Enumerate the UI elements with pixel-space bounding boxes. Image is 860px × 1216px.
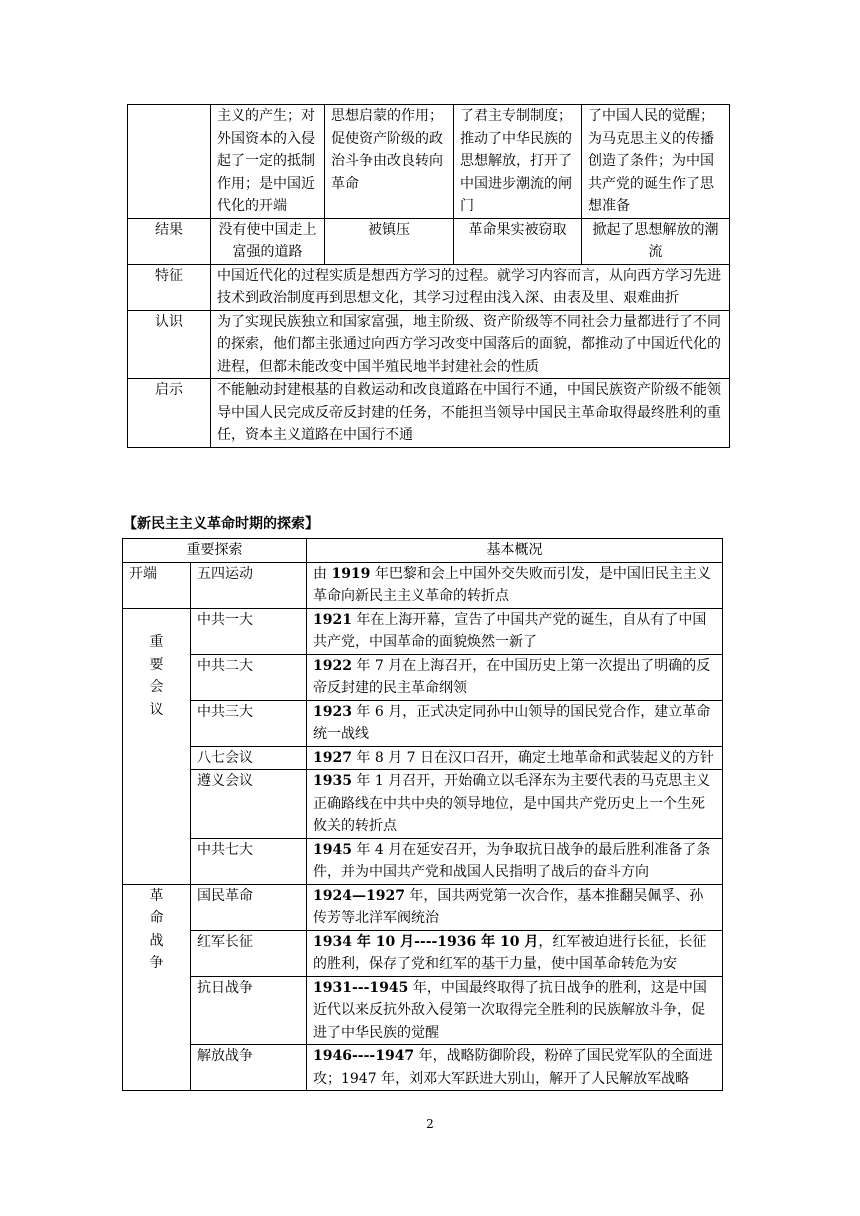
comparison-table-continued (127, 104, 730, 448)
desc-year: 1931---1945 (313, 979, 409, 996)
table-row (123, 838, 723, 884)
desc-year: 1935 (313, 773, 352, 789)
item-desc (307, 700, 723, 746)
item-name: 遵义会议 (191, 770, 307, 839)
table-cell: 没有使中国走上富强的道路 (211, 218, 325, 264)
desc-text: ，红军被迫进行长征，长征的胜利，保存了党和红军的基干力量，使中国革命转危为安 (313, 933, 707, 972)
desc-text: 年 7 月在上海召开，在中国历史上第一次提出了明确的反帝反封建的民主革命纲领 (313, 657, 711, 696)
desc-text: 年，中国最终取得了抗日战争的胜利，这是中国近代以来反抗外敌入侵第一次取得完全胜利的民族解放斗争，促进了中华民族的觉醒 (313, 979, 707, 1041)
item-desc (307, 1045, 723, 1091)
group-char: 革 (149, 887, 164, 904)
group-char: 命 (149, 910, 164, 926)
group-label-start: 开端 (123, 562, 191, 608)
desc-year: 1934 年 10 月----1936 年 10 月 (313, 933, 539, 950)
desc-text: 年 4 月在延安召开，为争取抗日战争的最后胜利准备了条件，并为中国共产党和战国人民指明了战后的奋斗方向 (313, 841, 711, 880)
table-cell: 主义的产生；对外国资本的入侵起了一定的抵制作用；是中国近代化的开端 (211, 105, 325, 219)
row-label-empty (128, 105, 211, 219)
desc-year: 1919 (331, 565, 371, 582)
desc-year: 1923 (313, 703, 352, 720)
row-label-feature: 特征 (128, 264, 211, 310)
group-char: 争 (149, 955, 164, 971)
item-name: 红军长征 (191, 930, 307, 976)
item-name: 五四运动 (191, 562, 307, 608)
table-cell: 中国近代化的过程实质是想西方学习的过程。就学习内容而言，从向西方学习先进技术到政治制度再到思想文化，其学习过程由浅入深、由表及里、艰难曲折 (211, 264, 730, 310)
desc-text: 年 8 月 7 日在汉口召开，确定土地革命和武装起义的方针 (351, 749, 715, 766)
desc-year: 1945 (313, 841, 352, 858)
row-label-inspiration: 启示 (128, 379, 211, 448)
group-char: 议 (149, 701, 164, 718)
group-char: 战 (149, 932, 164, 949)
desc-year: 1927 (313, 749, 352, 766)
desc-year: 1946----1947 (313, 1048, 415, 1064)
table-row (123, 1045, 723, 1091)
desc-text: 年 1 月召开，开始确立以毛泽东为主要代表的马克思主义正确路线在中共中央的领导地位，是中国共产党历史上一个生死攸关的转折点 (313, 773, 711, 834)
item-name: 中共三大 (191, 700, 307, 746)
group-char: 重 (149, 634, 164, 650)
page-number: 2 (426, 1117, 434, 1131)
table-cell: 掀起了思想解放的潮流 (582, 218, 730, 264)
group-label-wars (123, 884, 191, 1091)
item-name: 解放战争 (191, 1045, 307, 1091)
desc-text: 由 (313, 565, 332, 582)
table-row (123, 930, 723, 976)
table-row (123, 746, 723, 770)
table-cell: 不能触动封建根基的自救运动和改良道路在中国行不通，中国民族资产阶级不能领导中国人民完成反帝反封建的任务，不能担当领导中国民主革命取得最终胜利的重任，资本主义道路在中国行不通 (211, 379, 730, 448)
table-cell: 为了实现民族独立和国家富强，地主阶级、资产阶级等不同社会力量都进行了不同的探索，他们都主张通过向西方学习改变中国落后的面貌，都推动了中国近代化的进程，但都未能改变中国半殖民地半封建社会的性质 (211, 310, 730, 379)
table-row (128, 264, 730, 310)
table-row (123, 654, 723, 700)
row-label-recognition: 认识 (128, 310, 211, 379)
item-desc (307, 654, 723, 700)
table-cell: 被镇压 (325, 218, 454, 264)
table-row (123, 976, 723, 1045)
row-label-result: 结果 (128, 218, 211, 264)
item-name: 中共一大 (191, 608, 307, 654)
item-desc (307, 976, 723, 1045)
table-cell: 了君主专制制度；推动了中华民族的思想解放，打开了中国进步潮流的闸门 (454, 105, 582, 219)
item-name: 国民革命 (191, 884, 307, 930)
desc-year: 1921 (313, 611, 352, 628)
desc-text: 年，战略防御阶段，粉碎了国民党军队的全面进攻；1947 年，刘邓大军跃进大别山，解开了人民解放军战略 (313, 1048, 713, 1087)
item-desc (307, 838, 723, 884)
table-row (123, 608, 723, 654)
table-row (123, 770, 723, 839)
item-name: 中共七大 (191, 838, 307, 884)
item-name: 中共二大 (191, 654, 307, 700)
table-row (128, 105, 730, 219)
table-row (128, 379, 730, 448)
table-header-row (123, 539, 723, 563)
table-cell: 思想启蒙的作用；促使资产阶级的政治斗争由改良转向革命 (325, 105, 454, 219)
item-name: 抗日战争 (191, 976, 307, 1045)
new-democratic-revolution-table (122, 538, 723, 1091)
desc-year: 1924—1927 (313, 887, 405, 904)
item-desc (307, 884, 723, 930)
group-label-meetings (123, 608, 191, 884)
item-desc (307, 608, 723, 654)
section-title: 【新民主主义革命时期的探索】 (123, 516, 319, 532)
table-row (128, 310, 730, 379)
desc-text: 年，国共两党第一次合作，基本推翻吴佩孚、孙传芳等北洋军阀统治 (313, 887, 704, 926)
table-row (123, 562, 723, 608)
table-row (128, 218, 730, 264)
item-desc (307, 770, 723, 839)
column-header-overview: 基本概况 (307, 539, 723, 563)
group-char: 要 (149, 656, 164, 673)
item-desc (307, 930, 723, 976)
item-desc (307, 562, 723, 608)
desc-year: 1922 (313, 657, 352, 674)
table-cell: 革命果实被窃取 (454, 218, 582, 264)
table-row (123, 700, 723, 746)
table-cell: 了中国人民的觉醒；为马克思主义的传播创造了条件；为中国共产党的诞生作了思想准备 (582, 105, 730, 219)
table-row (123, 884, 723, 930)
column-header-exploration: 重要探索 (123, 539, 307, 563)
item-desc (307, 746, 723, 770)
group-char: 会 (149, 679, 164, 695)
desc-text: 年 6 月，正式决定同孙中山领导的国民党合作，建立革命统一战线 (313, 703, 711, 742)
desc-text: 年巴黎和会上中国外交失败而引发，是中国旧民主主义革命向新民主主义革命的转折点 (313, 565, 711, 604)
desc-text: 年在上海开幕，宣告了中国共产党的诞生，自从有了中国共产党，中国革命的面貌焕然一新了 (313, 611, 707, 650)
item-name: 八七会议 (191, 746, 307, 770)
